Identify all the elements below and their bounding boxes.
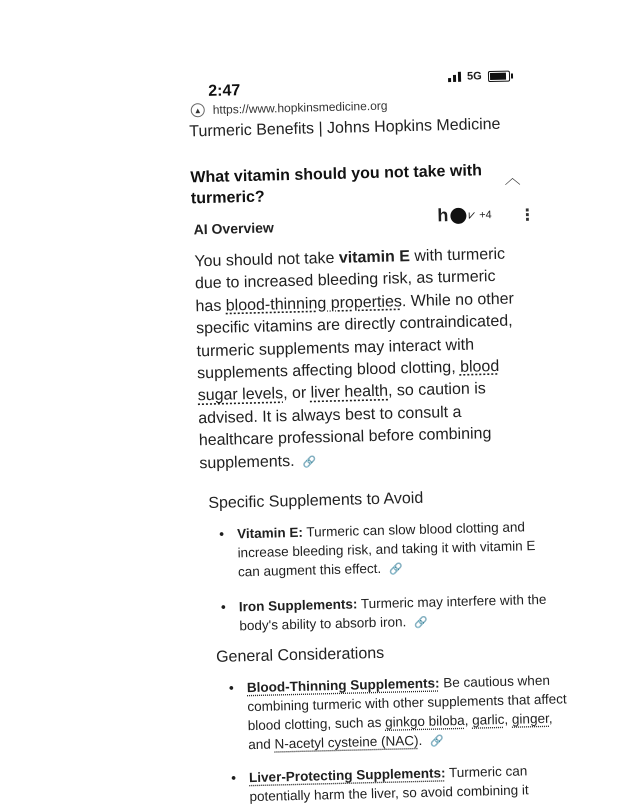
garlic-link[interactable]: garlic [471,711,505,728]
answer-text: . While no other specific vitamins are directly contraindicated, turmeric supplements may interact with supplements affecting blood clotting, [195,290,515,383]
liver-health-link[interactable]: liver health [310,383,389,402]
network-label: 5G [466,70,482,83]
separator-text: , [464,712,473,728]
answer-text: with turmeric due to increased bleeding risk, as turmeric has [194,245,506,316]
link-icon[interactable]: 🔗 [414,616,429,630]
section-heading-avoid: Specific Supplements to Avoid [208,489,424,513]
ai-sources[interactable] [437,204,492,226]
avoid-list [218,517,560,638]
list-item [228,670,569,756]
answer-bold: vitamin E [338,248,411,267]
ai-overview-label: AI Overview [193,219,274,238]
bullet: • [218,525,225,542]
answer-text: , so caution is advised. It is always best to consult a healthcare professional before combining supplements. [198,380,492,472]
waveform-icon: ⩗ [468,207,476,222]
ginkgo-biloba-link[interactable]: ginkgo biloba [384,712,465,730]
source-avatar-icon [450,207,466,223]
nac-link[interactable]: N-acetyl cysteine (NAC) [274,732,419,752]
item-text: Turmeric may interfere with the body's ability to absorb iron. [239,591,547,634]
bullet: • [228,679,234,696]
link-icon[interactable]: 🔗 [388,563,403,576]
source-avatar-h: h [437,205,449,226]
item-text: Be cautious when combining turmeric with other supplements that affect blood clotting, such as [247,672,567,734]
blood-thinning-supplements-link[interactable]: Blood-Thinning Supplements: [246,675,440,696]
liver-protecting-supplements-link[interactable]: Liver-Protecting Supplements: [248,765,446,786]
answer-text: , or [282,384,311,403]
item-text: Turmeric can slow blood clotting and increase bleeding risk, and taking it with vitamin E can augment this effect. [237,519,536,580]
item-text: . [418,732,423,748]
answer-text: You should not take [194,249,340,271]
link-icon[interactable]: 🔗 [430,735,445,748]
sources-more-count: +4 [479,208,492,221]
source-title[interactable]: Turmeric Benefits | Johns Hopkins Medicine [189,115,501,141]
list-item [220,590,560,638]
separator-text: , [504,711,513,727]
answer-paragraph [194,243,529,476]
bullet: • [220,598,226,615]
chevron-up-icon[interactable]: ︿ [504,170,521,188]
link-icon[interactable]: 🔗 [302,456,317,469]
status-time: 2:47 [208,82,241,100]
separator-text: , and [248,710,553,753]
question-heading[interactable]: What vitamin should you not take with turmeric? [190,162,483,208]
ginger-link[interactable]: ginger [511,710,549,727]
signal-icon [448,72,461,82]
status-icons [448,70,510,84]
blood-sugar-link[interactable]: blood sugar levels [197,357,500,405]
more-vert-icon[interactable]: ⋮ [519,206,536,225]
item-title: Vitamin E: [236,524,304,542]
item-text: Turmeric can potentially harm the liver, so avoid combining it [249,763,529,805]
source-url: https://www.hopkinsmedicine.org [212,98,388,117]
blood-thinning-link[interactable]: blood-thinning properties [225,293,403,315]
list-item [218,517,558,584]
section-heading-general: General Considerations [215,644,385,666]
site-favicon-icon: ▲ [191,103,205,117]
bullet: • [230,769,237,786]
source-link[interactable] [191,99,388,118]
general-list [228,670,570,806]
list-item [230,760,570,806]
item-title: Iron Supplements: [238,596,358,615]
battery-icon [488,70,510,82]
